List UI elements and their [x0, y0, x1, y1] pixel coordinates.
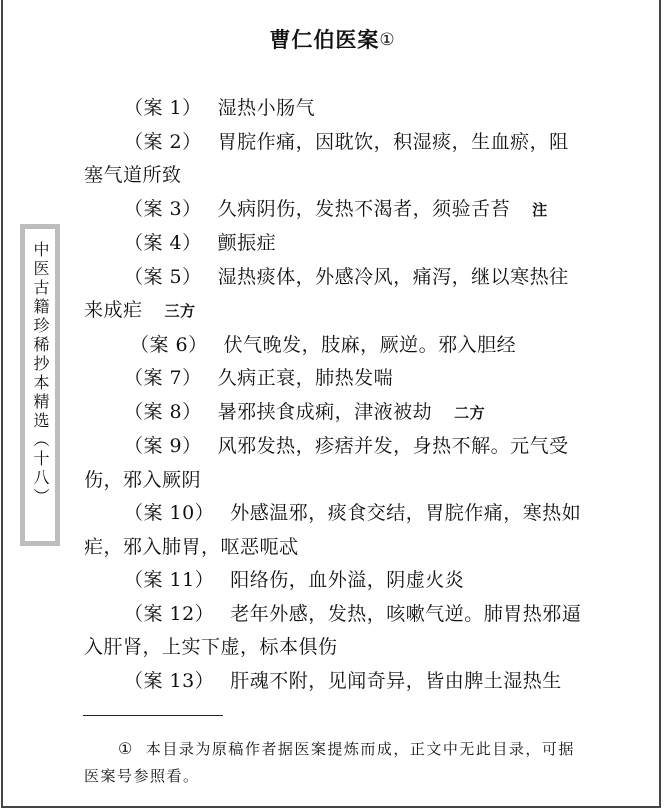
case-number: （案 7） — [124, 367, 202, 389]
title-text: 曹仁伯医案 — [269, 28, 380, 52]
footnote-text: 本目录为原稿作者据医案提炼而成，正文中无此目录，可据医案号参照看。 — [84, 740, 575, 785]
case-entry — [84, 261, 584, 329]
case-title: 阳络伤，血外溢，阴虚火炎 — [230, 569, 465, 591]
case-entry — [84, 430, 584, 497]
case-entry — [84, 362, 584, 396]
case-number: （案 4） — [124, 232, 202, 254]
case-title: 肝魂不附，见闻奇异，皆由脾土湿热生 — [230, 669, 562, 692]
case-number: （案 9） — [124, 435, 202, 457]
case-number: （案 1） — [124, 97, 202, 119]
case-number: （案 11） — [124, 569, 215, 591]
case-entry — [84, 497, 584, 564]
case-index-list — [84, 92, 584, 698]
case-note: 二方 — [454, 403, 486, 422]
case-number: （案 13） — [124, 669, 215, 692]
page-title — [0, 24, 665, 54]
case-number: （案 2） — [124, 130, 202, 153]
case-number: （案 12） — [124, 602, 215, 625]
case-title: 湿热痰体，外感冷风，痛泻，继以寒热往来成疟 — [84, 265, 569, 321]
case-title: 暑邪挟食成痢，津液被劫 — [217, 400, 433, 423]
case-entry — [84, 598, 584, 665]
case-title: 伏气晚发，肢麻，厥逆。邪入胆经 — [223, 333, 517, 356]
footnote — [84, 735, 584, 790]
case-title: 老年外感，发热，咳嗽气逆。肺胃热邪逼入肝肾，上实下虚，标本俱伤 — [84, 602, 582, 658]
side-series-label: 中医古籍珍稀抄本精选（十八） — [31, 241, 50, 507]
case-entry — [84, 92, 584, 126]
case-title: 久病阴伤，发热不渴者，须验舌苔 — [217, 197, 511, 220]
case-number: （案 3） — [124, 197, 202, 220]
case-title: 湿热小肠气 — [217, 97, 316, 119]
case-title: 外感温邪，痰食交结，胃脘作痛，寒热如疟，邪入肺胃，呕恶呃忒 — [84, 502, 582, 558]
case-entry — [84, 665, 584, 699]
footnote-mark: ① — [118, 739, 134, 758]
case-number: （案 8） — [124, 400, 202, 423]
case-note: 三方 — [164, 302, 196, 320]
case-note: 注 — [532, 200, 548, 219]
case-entry — [84, 396, 584, 431]
case-title: 久病正衰，肺热发喘 — [217, 367, 394, 389]
title-footnote-mark: ① — [379, 30, 396, 50]
case-number: （案 6） — [130, 333, 208, 356]
case-number: （案 10） — [124, 502, 215, 524]
case-number: （案 5） — [124, 265, 202, 288]
case-entry — [84, 193, 584, 228]
case-entry — [84, 329, 584, 363]
case-entry — [84, 564, 584, 598]
case-title: 颤振症 — [217, 232, 277, 254]
case-entry — [84, 126, 584, 193]
side-series-tab — [20, 224, 60, 546]
case-entry — [84, 227, 584, 261]
footnote-divider — [83, 715, 223, 716]
case-title: 胃脘作痛，因耽饮，积湿痰，生血瘀，阻塞气道所致 — [84, 130, 569, 186]
side-tab-inner — [25, 229, 55, 541]
case-title: 风邪发热，疹痞并发，身热不解。元气受伤，邪入厥阴 — [84, 435, 569, 491]
